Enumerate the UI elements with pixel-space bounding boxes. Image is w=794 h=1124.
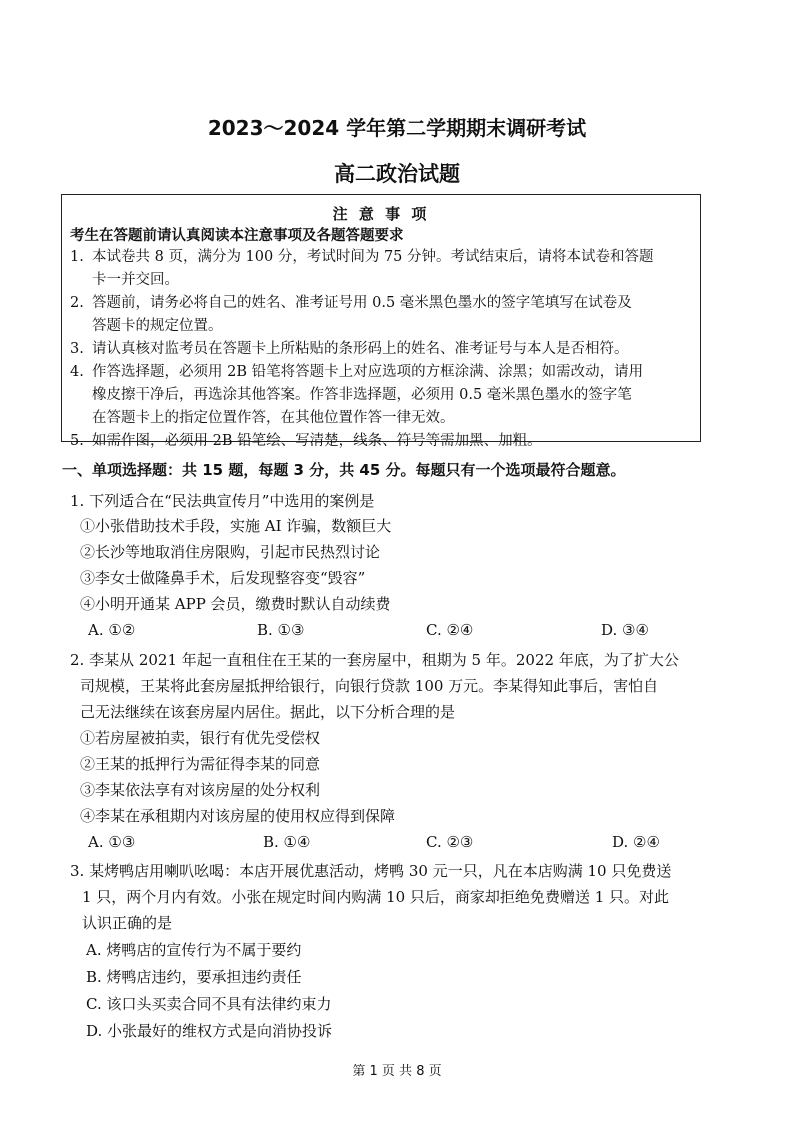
question-3-option-c[interactable]: C. 该口头买卖合同不具有法律约束力 [86,995,332,1013]
notice-item-number: 4. [70,364,84,380]
notice-item [70,338,695,361]
notice-title: 注 意 事 项 [332,205,430,223]
question-3-option-a[interactable]: A. 烤鸭店的宣传行为不属于要约 [86,941,302,959]
question-1-statement: ①小张借助技术手段，实施 AI 诈骗，数额巨大 [80,517,392,535]
question-1-statement: ④小明开通某 APP 会员，缴费时默认自动续费 [80,595,391,613]
notice-item-line: 答题前，请务必将自己的姓名、准考证号用 0.5 毫米黑色墨水的签字笔填写在试卷及 [92,295,632,311]
notice-item-line: 请认真核对监考员在答题卡上所粘贴的条形码上的姓名、准考证号与本人是否相符。 [92,341,629,357]
question-2-statement: ①若房屋被拍卖，银行有优先受偿权 [80,729,321,747]
question-2-stem: 2. 李某从 2021 年起一直租住在王某的一套房屋中，租期为 5 年。2022 年底，为了扩大公 [70,651,679,669]
question-1-option-c[interactable]: C. ②④ [426,621,474,639]
question-1-option-b[interactable]: B. ①③ [257,621,305,639]
question-1-statement: ②长沙等地取消住房限购，引起市民热烈讨论 [80,543,381,561]
question-2-statement: ④李某在承租期内对该房屋的使用权应得到保障 [80,807,396,825]
notice-item-number: 5. [70,433,84,449]
question-2-statement: ②王某的抵押行为需征得李某的同意 [80,755,321,773]
question-1-option-a[interactable]: A. ①② [88,621,136,639]
question-3-stem: 认识正确的是 [82,914,173,932]
question-2-statement: ③李某依法享有对该房屋的处分权利 [80,781,321,799]
notice-item [70,246,695,292]
notice-item-number: 1. [70,249,84,265]
question-2-option-d[interactable]: D. ②④ [612,833,660,851]
notice-list [70,246,695,453]
question-2-option-c[interactable]: C. ②③ [426,833,474,851]
question-1-statement: ③李女士做隆鼻手术，后发现整容变“毁容” [80,569,366,587]
exam-title: 2023～2024 学年第二学期期末调研考试 [207,116,587,140]
page-footer: 第 1 页 共 8 页 [352,1064,442,1079]
notice-item-line: 卡一并交回。 [92,272,179,288]
question-3-stem: 3. 某烤鸭店用喇叭吆喝：本店开展优惠活动，烤鸭 30 元一只，凡在本店购满 10 只免费送 [70,862,672,880]
notice-item-number: 3. [70,341,84,357]
notice-item-line: 如需作图，必须用 2B 铅笔绘、写清楚，线条、符号等需加黑、加粗。 [92,433,542,449]
notice-item-line: 作答选择题，必须用 2B 铅笔将答题卡上对应选项的方框涂满、涂黑；如需改动，请用 [92,364,644,380]
notice-item [70,292,695,338]
question-3-option-b[interactable]: B. 烤鸭店违约，要承担违约责任 [86,968,302,986]
notice-item-number: 2. [70,295,84,311]
notice-requirement: 考生在答题前请认真阅读本注意事项及各题答题要求 [70,228,404,244]
question-2-option-a[interactable]: A. ①③ [88,833,136,851]
notice-item-line: 橡皮擦干净后，再选涂其他答案。作答非选择题，必须用 0.5 毫米黑色墨水的签字笔 [92,387,632,403]
notice-item-line: 在答题卡上的指定位置作答，在其他位置作答一律无效。 [92,410,455,426]
notice-box [61,194,701,449]
notice-item-line: 答题卡的规定位置。 [92,318,223,334]
question-3-option-d[interactable]: D. 小张最好的维权方式是向消协投诉 [86,1022,333,1040]
notice-item [70,430,695,453]
exam-subtitle: 高二政治试题 [334,162,460,186]
question-2-stem: 己无法继续在该套房屋内居住。据此，以下分析合理的是 [80,703,456,721]
question-3-stem: 1 只，两个月内有效。小张在规定时间内购满 10 只后，商家却拒绝免费赠送 1 只。对此 [82,888,670,906]
question-2-stem: 司规模，王某将此套房屋抵押给银行，向银行贷款 100 万元。李某得知此事后，害怕自 [80,677,659,695]
question-2-option-b[interactable]: B. ①④ [263,833,311,851]
question-1-option-d[interactable]: D. ③④ [601,621,649,639]
section-heading: 一、单项选择题：共 15 题，每题 3 分，共 45 分。每题只有一个选项最符合题意。 [62,461,626,479]
notice-item [70,361,695,430]
notice-item-line: 本试卷共 8 页，满分为 100 分，考试时间为 75 分钟。考试结束后，请将本试卷和答题 [92,249,654,265]
question-1-stem: 1. 下列适合在“民法典宣传月”中选用的案例是 [70,492,375,510]
